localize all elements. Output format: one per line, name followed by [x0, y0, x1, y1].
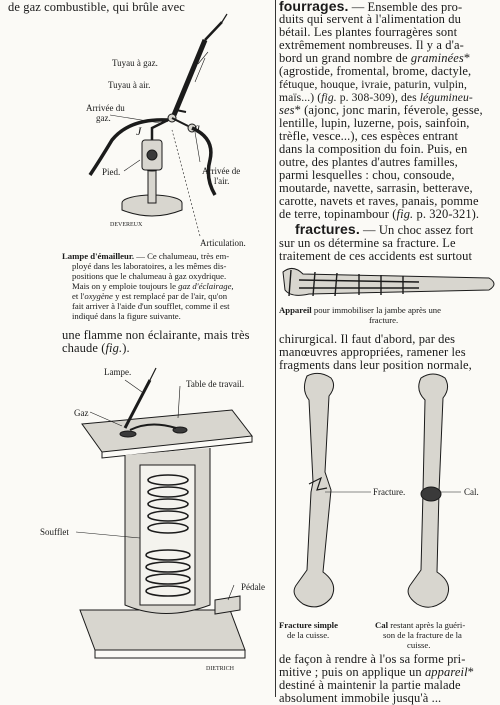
right-line-12: outre, des plantes d'autres familles,: [279, 155, 458, 169]
label-soufflet: Soufflet: [40, 527, 69, 537]
label-arrivee-air-1: Arrivée de: [202, 166, 241, 176]
right-line-9: lentille, lupin, luzerne, pois, sainfoin,: [279, 116, 470, 130]
right-line-8-a: ses: [279, 103, 295, 117]
left-top-line: de gaz combustible, qui brûle avec: [8, 0, 185, 14]
right-line-3: extrêmement nombreuses. Il y a d'a-: [279, 38, 464, 52]
right-line-16-c: p. 320-321).: [413, 207, 480, 221]
right-line-7-b: fig.: [321, 91, 337, 104]
fig1-signature: DEVEREUX: [110, 222, 143, 228]
label-cal: Cal.: [464, 487, 479, 497]
right-para3-line2-c: *: [467, 665, 475, 679]
fig2-signature: DIETRICH: [206, 666, 234, 672]
right-line-11: dans la composition du foin. Puis, en: [279, 142, 468, 156]
right-para2-line1: chirurgical. Il faut d'abord, par des: [279, 332, 456, 346]
label-gaz: Gaz: [74, 408, 89, 418]
right-line-16: [279, 208, 479, 221]
right-line-4-b: graminées: [410, 51, 464, 65]
right-line-4-a: bord un grand nombre de: [279, 51, 411, 65]
right-line-16-b: fig.: [396, 207, 414, 221]
right-line-7-a: maïs...) (: [279, 91, 322, 104]
fig4-caption-left-title-text: Fracture simple: [279, 620, 338, 630]
label-tuyau-gaz: Tuyau à gaz.: [112, 58, 158, 68]
fig1-caption-line3: positions que le chalumeau à gaz oxydrique.: [72, 271, 227, 281]
left-para-line2-a: chaude (: [62, 341, 106, 355]
left-para-line2-c: ).: [122, 341, 130, 355]
fig1-caption-line7: indiqué dans la figure suivante.: [72, 311, 181, 321]
fig1-caption-line4: [72, 281, 234, 291]
fig1-caption-line2: ployé dans les laboratoires, a les mêmes dis-: [72, 261, 227, 271]
fig3-caption-line1-rest: pour immobiliser la jambe après une: [311, 305, 441, 315]
label-arrivee-gaz-2: gaz.: [96, 113, 111, 123]
fig4-caption-right-title: Cal: [375, 620, 389, 630]
left-para-line2-b: fig.: [105, 341, 123, 355]
leg-splint-illustration: [279, 264, 500, 304]
fig1-caption-line1-rest: — Ce chalumeau, très em-: [134, 251, 230, 261]
left-para-line1: une flamme non éclairante, mais très: [62, 328, 250, 342]
right-para3-line1: de façon à rendre à l'os sa forme pri-: [279, 652, 466, 666]
right-line-10: trèfle, vesce...), ces espèces entrant: [279, 129, 459, 143]
label-fracture: Fracture.: [373, 487, 406, 497]
right-para3-line2-a: mitive ; puis on applique un: [279, 665, 425, 679]
fig1-caption-line5-c: y est remplacé par de l'air, qu'on: [112, 291, 228, 301]
fig4-caption-right-1-rest: restant après la guéri-: [388, 620, 466, 630]
label-arrivee-gaz-1: Arrivée du: [86, 103, 125, 113]
entry-fractures-line2: sur un os détermine sa fracture. Le: [279, 236, 456, 250]
right-line-14: moutarde, navette, sarrasin, betterave,: [279, 181, 473, 195]
label-pied: Pied.: [102, 167, 121, 177]
right-line-16-a: de terre, topinambour (: [279, 207, 397, 221]
right-para3-line3: destiné à maintenir la partie malade: [279, 678, 461, 692]
right-line-6: fétuque, houque, ivraie, paturin, vulpin,: [279, 78, 467, 91]
fig1-caption-line4-a: Mais on y emploie toujours le: [72, 281, 179, 291]
right-line-1: duits qui servent à l'alimentation du: [279, 12, 461, 26]
right-para3-line2-b: appareil: [424, 665, 468, 679]
fig4-caption-right-3: cuisse.: [407, 640, 431, 650]
entry-fractures-line1: [295, 223, 473, 237]
fig1-caption-line4-b: gaz d'éclairage: [178, 281, 232, 291]
right-line-0-b: — Ensemble des pro-: [348, 0, 463, 14]
fig1-caption-line5-a: et l': [72, 291, 85, 301]
fig4-caption-left-title: [279, 620, 338, 630]
fig3-caption-title: Appareil: [279, 305, 312, 315]
fig3-caption-line2: fracture.: [369, 315, 399, 325]
right-para2-line3: fragments dans leur position normale,: [279, 358, 472, 372]
right-para3-line4: absolument immobile jusqu'à ...: [279, 691, 442, 705]
right-line-13: parmi lesquelles : chou, consoude,: [279, 168, 455, 182]
entry-fractures-line3: traitement de ces accidents est surtout: [279, 249, 473, 263]
right-line-4-c: *: [463, 51, 471, 65]
entry-fractures-word: fractures.: [295, 221, 360, 237]
right-line-2: bétail. Les plantes fourragères sont: [279, 25, 458, 39]
fig1-caption-line1: [62, 251, 229, 261]
right-line-5: (agrostide, fromental, brome, dactyle,: [279, 64, 472, 78]
right-para2-line2: manœuvres appropriées, ramener les: [279, 345, 466, 359]
label-letter-j: J: [136, 124, 142, 138]
fig4-caption-right-1: [375, 620, 465, 630]
right-column: [279, 0, 500, 705]
label-letter-a: a: [194, 120, 200, 134]
right-line-8-b: * (ajonc, jonc marin, féverole, gesse,: [294, 103, 483, 117]
entry-fourrages-word: fourrages.: [279, 0, 349, 14]
label-articulation: Articulation.: [200, 238, 246, 248]
fig1-caption-title: Lampe d'émailleur.: [62, 251, 135, 261]
fig4-caption-left-2: de la cuisse.: [287, 630, 330, 640]
label-arrivee-air-2: l'air.: [214, 176, 230, 186]
fig4-caption-right-2: son de la fracture de la: [383, 630, 462, 640]
right-line-15: carotte, navets et raves, panais, pomme: [279, 194, 479, 208]
fig3-caption-line1: [279, 305, 441, 315]
fig1-caption-line6: fait arriver à l'aide d'un soufflet, comme il est: [72, 301, 230, 311]
left-para-line2: [62, 342, 130, 355]
right-line-7-c: p. 308-309), des: [336, 91, 420, 104]
fig1-caption-line4-c: ,: [231, 281, 234, 291]
entry-fractures-line1-rest: — Un choc assez fort: [359, 223, 474, 237]
fig1-caption-line5: [72, 291, 227, 301]
label-lampe: Lampe.: [104, 367, 132, 377]
column-divider: [275, 0, 276, 697]
fig1-caption-line5-b: oxygène: [84, 291, 113, 301]
right-line-7-d: légumineu-: [419, 91, 473, 104]
label-table: Table de travail.: [186, 379, 245, 389]
label-tuyau-air: Tuyau à air.: [108, 80, 151, 90]
label-pedale-1: Pédale: [241, 582, 265, 592]
